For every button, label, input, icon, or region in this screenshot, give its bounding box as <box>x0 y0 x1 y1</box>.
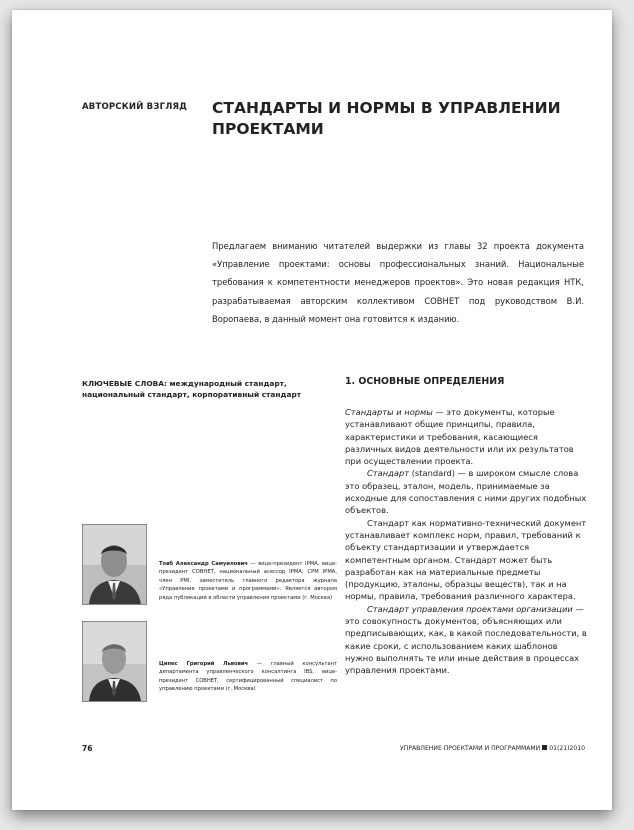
author-photo-1 <box>82 524 147 605</box>
page-number: 76 <box>82 744 93 753</box>
paragraph-4 <box>345 603 587 677</box>
paragraph-4-text: — это совокупность документов, объясняющих или предписывающих, как, в какой последовательности, в какие сроки, с использованием каких шаблонов нужно выполнять те или иные действия в процессах управления проектами. <box>345 603 587 676</box>
author-bio-1 <box>159 560 337 602</box>
term-standard: Стандарт <box>367 468 410 479</box>
paragraph-2-text: (standard) — в широком смысле слова это образец, эталон, модель, принимаемые за исходные для сопоставления с ними других подобных объектов. <box>345 468 587 516</box>
author-photo-2 <box>82 621 147 702</box>
paragraph-3: Стандарт как нормативно-технический документ устанавливает комплекс норм, правил, требований к объекту стандартизации и утверждается компетентным органом. Стандарт может быть разработан как на материальные предметы (продукцию, эталоны, образцы веществ), так и на нормы, правила, требования различного характера. <box>345 517 587 602</box>
article-title-line-1: СТАНДАРТЫ И НОРМЫ В УПРАВЛЕНИИ <box>212 99 561 117</box>
section-label: АВТОРСКИЙ ВЗГЛЯД <box>82 102 187 112</box>
issue-number: 01(21)2010 <box>549 745 585 752</box>
article-title <box>212 98 572 140</box>
paragraph-1-text: — это документы, которые устанавливают общие принципы, правила, характеристики и требования, касающиеся различных видов деятельности или их результатов при осуществлении проекта. <box>345 407 574 467</box>
author-desc-2: — главный консультант департамента управленческого консалтинга IBS, вице-президент СОВНЕТ, сертифицированный специалист по управлению проектами (г. Москва) <box>159 661 338 693</box>
term-pm-standard: Стандарт управления проектами организации <box>367 603 573 614</box>
journal-name: УПРАВЛЕНИЕ ПРОЕКТАМИ И ПРОГРАММАМИ <box>400 745 541 752</box>
section-heading: 1. ОСНОВНЫЕ ОПРЕДЕЛЕНИЯ <box>345 376 505 387</box>
document-page <box>12 10 612 810</box>
author-desc-1: — вице-президент IPMA, вице-президент СОВНЕТ, национальный асессор IPMA, CPM IPMA, член PMI, заместитель главного редактора журнала «Управление проектами и программами». Является автором ряда публикаций в области управления проектами (г. Москва) <box>159 561 337 601</box>
paragraph-2 <box>345 467 587 516</box>
running-footer <box>400 745 585 752</box>
author-name-1: Товб Александр Самуилович <box>159 561 248 567</box>
term-standards-norms: Стандарты и нормы <box>345 407 433 417</box>
article-body <box>345 406 587 677</box>
keywords: КЛЮЧЕВЫЕ СЛОВА: международный стандарт, национальный стандарт, корпоративный стандарт <box>82 379 302 399</box>
author-name-2: Ципес Григорий Львович <box>159 661 249 667</box>
article-title-line-2: ПРОЕКТАМИ <box>212 120 324 138</box>
paragraph-1 <box>345 406 587 467</box>
author-bio-2 <box>159 660 337 694</box>
square-bullet-icon <box>542 745 547 750</box>
lead-paragraph: Предлагаем вниманию читателей выдержки из главы 32 проекта документа «Управление проектами: основы профессиональных знаний. Национальные требования к компетентности менеджеров проектов». Это новая редакция НТК, разрабатываемая авторским коллективом СОВНЕТ под руководством В.И. Воропаева, в данный момент она готовится к изданию. <box>212 241 584 324</box>
